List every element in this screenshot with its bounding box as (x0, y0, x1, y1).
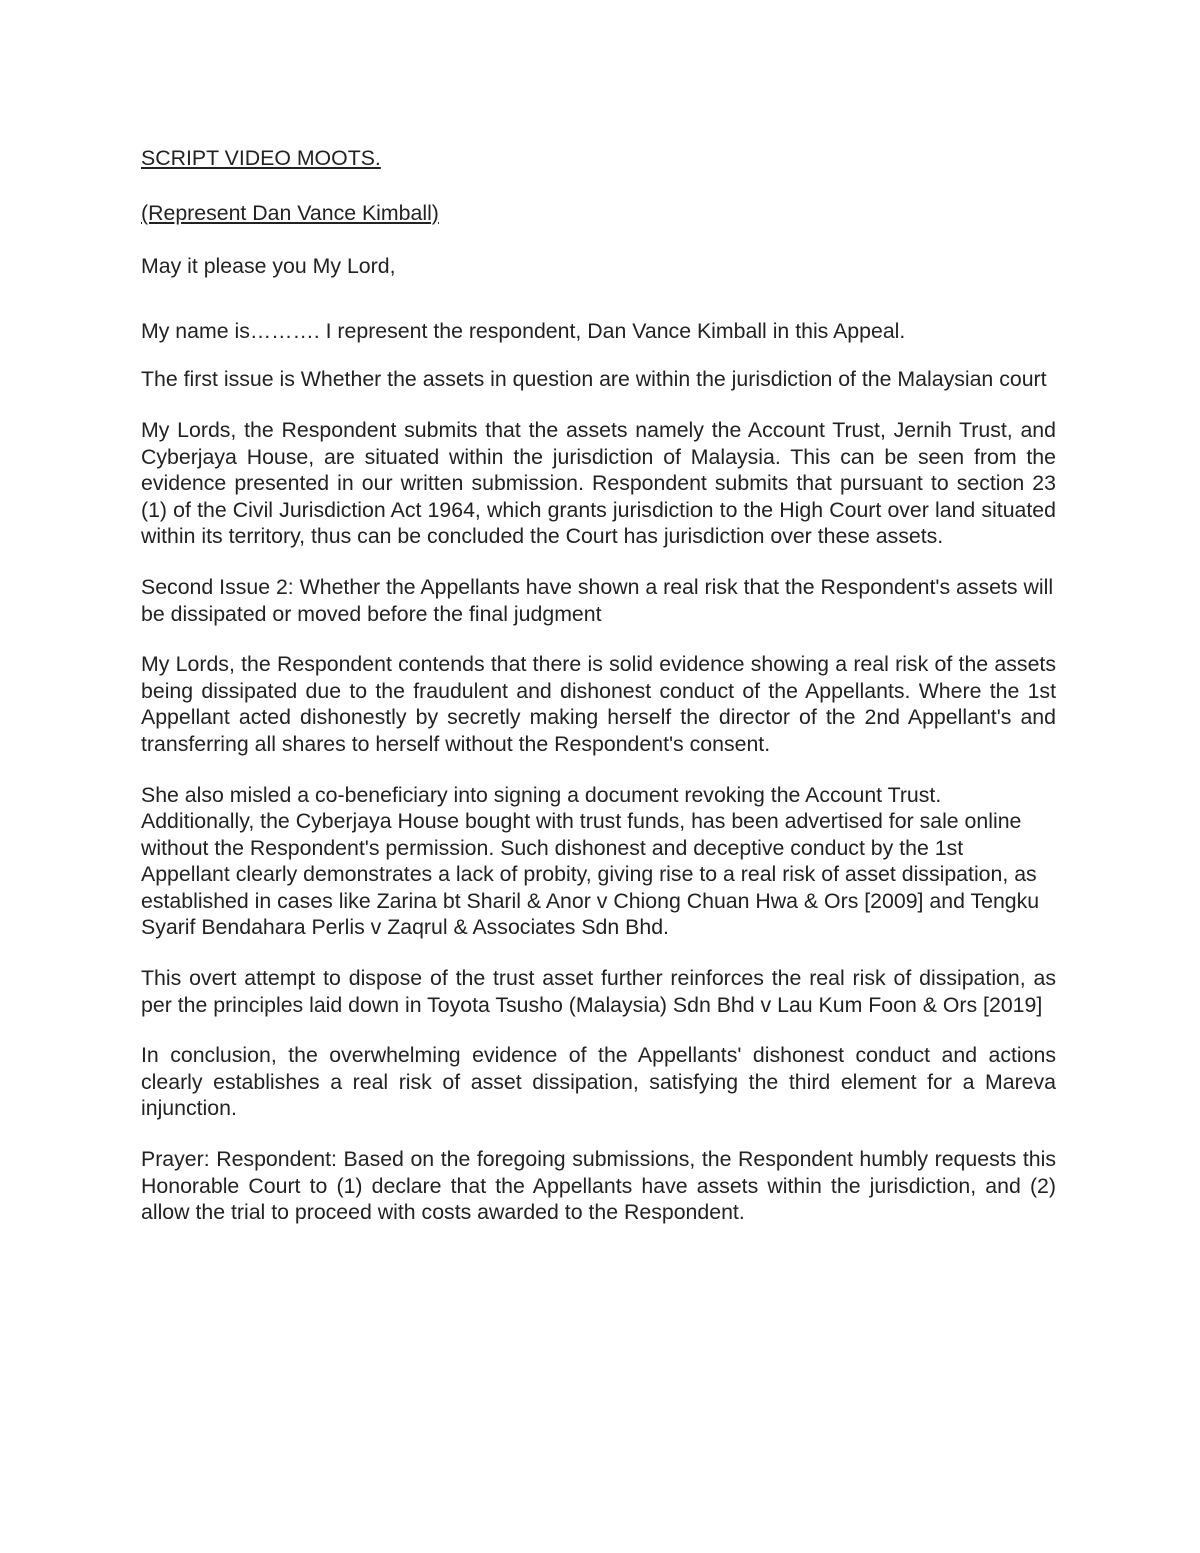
paragraph-jurisdiction-submission: My Lords, the Respondent submits that the assets namely the Account Trust, Jernih Trust, and Cyberjaya House, are situated within the jurisdiction of Malaysia. This can be seen from the evidence presented in our written submission. Respondent submits that pursuant to section 23 (1) of the Civil Jurisdiction Act 1964, which grants jurisdiction to the High Court over land situated within its territory, thus can be concluded the Court has jurisdiction over these assets. (141, 417, 1056, 549)
document-page (141, 145, 1056, 1226)
salutation: May it please you My Lord, (141, 254, 396, 279)
paragraph-risk-contention: My Lords, the Respondent contends that there is solid evidence showing a real risk of the assets being dissipated due to the fraudulent and dishonest conduct of the Appellants. Where the 1st Appellant acted dishonestly by secretly making herself the director of the 2nd Appellant's and transferring all shares to herself without the Respondent's consent. (141, 652, 1056, 756)
document-title: SCRIPT VIDEO MOOTS. (141, 146, 381, 170)
paragraph-overt-attempt: This overt attempt to dispose of the trust asset further reinforces the real risk of dissipation, as per the principles laid down in Toyota Tsusho (Malaysia) Sdn Bhd v Lau Kum Foon & Ors [2019] (141, 966, 1056, 1017)
intro-paragraph: My name is………. I represent the respondent, Dan Vance Kimball in this Appeal. (141, 318, 906, 343)
paragraph-misled-beneficiary: She also misled a co-beneficiary into signing a document revoking the Account Trust. Additionally, the Cyberjaya House bought with trust funds, has been advertised for sale online without the Respondent's permission. Such dishonest and deceptive conduct by the 1st Appellant clearly demonstrates a lack of probity, giving rise to a real risk of asset dissipation, as established in cases like Zarina bt Sharil & Anor v Chiong Chuan Hwa & Ors [2009] and Tengku Syarif Bendahara Perlis v Zaqrul & Associates Sdn Bhd. (141, 782, 1040, 940)
paragraph-first-issue: The first issue is Whether the assets in question are within the jurisdiction of the Malaysian court (141, 367, 1047, 392)
document-subtitle: (Represent Dan Vance Kimball) (141, 200, 439, 225)
paragraph-second-issue: Second Issue 2: Whether the Appellants have shown a real risk that the Respondent's assets will be dissipated or moved before the final judgment (141, 574, 1054, 626)
paragraph-conclusion: In conclusion, the overwhelming evidence of the Appellants' dishonest conduct and actions clearly establishes a real risk of asset dissipation, satisfying the third element for a Mareva injunction. (141, 1043, 1056, 1121)
paragraph-prayer: Prayer: Respondent: Based on the foregoing submissions, the Respondent humbly requests this Honorable Court to (1) declare that the Appellants have assets within the jurisdiction, and (2) allow the trial to proceed with costs awarded to the Respondent. (141, 1147, 1056, 1225)
